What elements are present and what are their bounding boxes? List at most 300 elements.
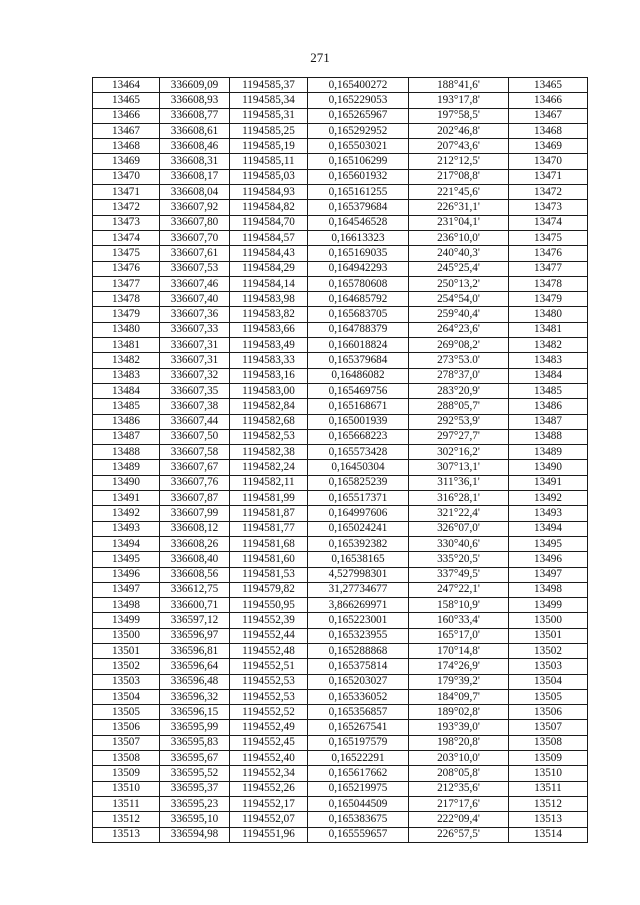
- y-coordinate-cell: 1194584,93: [230, 185, 308, 200]
- bearing-cell: 198°20,8': [409, 735, 509, 750]
- x-coordinate-cell: 336596,15: [160, 705, 230, 720]
- point-id-cell: 13489: [93, 460, 160, 475]
- table-row: [93, 414, 588, 429]
- bearing-cell: 307°13,1': [409, 460, 509, 475]
- bearing-cell: 311°36,1': [409, 475, 509, 490]
- distance-cell: 31,27734677: [308, 582, 409, 597]
- point-id-cell: 13486: [93, 414, 160, 429]
- table-row: [93, 796, 588, 811]
- point-id-cell: 13511: [93, 796, 160, 811]
- distance-cell: 0,165400272: [308, 78, 409, 93]
- x-coordinate-cell: 336608,17: [160, 169, 230, 184]
- y-coordinate-cell: 1194581,68: [230, 536, 308, 551]
- y-coordinate-cell: 1194585,11: [230, 154, 308, 169]
- distance-cell: 0,164942293: [308, 261, 409, 276]
- table-row: [93, 154, 588, 169]
- distance-cell: 4,527998301: [308, 567, 409, 582]
- bearing-cell: 288°05,7': [409, 399, 509, 414]
- next-point-id-cell: 13465: [509, 78, 588, 93]
- table-row: [93, 582, 588, 597]
- next-point-id-cell: 13490: [509, 460, 588, 475]
- point-id-cell: 13505: [93, 705, 160, 720]
- table-row: [93, 475, 588, 490]
- y-coordinate-cell: 1194581,77: [230, 521, 308, 536]
- table-row: [93, 460, 588, 475]
- table-row: [93, 200, 588, 215]
- page-number: 271: [310, 50, 330, 65]
- next-point-id-cell: 13493: [509, 506, 588, 521]
- x-coordinate-cell: 336607,36: [160, 307, 230, 322]
- y-coordinate-cell: 1194582,84: [230, 399, 308, 414]
- next-point-id-cell: 13505: [509, 689, 588, 704]
- point-id-cell: 13478: [93, 292, 160, 307]
- bearing-cell: 184°09,7': [409, 689, 509, 704]
- table-row: [93, 674, 588, 689]
- next-point-id-cell: 13470: [509, 154, 588, 169]
- point-id-cell: 13482: [93, 353, 160, 368]
- point-id-cell: 13483: [93, 368, 160, 383]
- next-point-id-cell: 13483: [509, 353, 588, 368]
- bearing-cell: 158°10,9': [409, 598, 509, 613]
- bearing-cell: 302°16,2': [409, 445, 509, 460]
- y-coordinate-cell: 1194583,33: [230, 353, 308, 368]
- y-coordinate-cell: 1194552,34: [230, 766, 308, 781]
- bearing-cell: 174°26,9': [409, 659, 509, 674]
- next-point-id-cell: 13508: [509, 735, 588, 750]
- table-row: [93, 521, 588, 536]
- x-coordinate-cell: 336596,81: [160, 643, 230, 658]
- point-id-cell: 13513: [93, 827, 160, 842]
- x-coordinate-cell: 336596,48: [160, 674, 230, 689]
- x-coordinate-cell: 336608,77: [160, 108, 230, 123]
- y-coordinate-cell: 1194583,49: [230, 338, 308, 353]
- next-point-id-cell: 13475: [509, 230, 588, 245]
- point-id-cell: 13502: [93, 659, 160, 674]
- table-row: [93, 766, 588, 781]
- point-id-cell: 13512: [93, 812, 160, 827]
- y-coordinate-cell: 1194581,60: [230, 552, 308, 567]
- distance-cell: 0,165683705: [308, 307, 409, 322]
- distance-cell: 0,16613323: [308, 230, 409, 245]
- distance-cell: 0,165573428: [308, 445, 409, 460]
- distance-cell: 0,165106299: [308, 154, 409, 169]
- point-id-cell: 13506: [93, 720, 160, 735]
- distance-cell: 0,16450304: [308, 460, 409, 475]
- distance-cell: 0,165383675: [308, 812, 409, 827]
- y-coordinate-cell: 1194584,29: [230, 261, 308, 276]
- next-point-id-cell: 13497: [509, 567, 588, 582]
- table-row: [93, 628, 588, 643]
- distance-cell: 0,165601932: [308, 169, 409, 184]
- distance-cell: 0,164685792: [308, 292, 409, 307]
- point-id-cell: 13497: [93, 582, 160, 597]
- table-row: [93, 567, 588, 582]
- bearing-cell: 283°20,9': [409, 383, 509, 398]
- point-id-cell: 13468: [93, 139, 160, 154]
- point-id-cell: 13492: [93, 506, 160, 521]
- next-point-id-cell: 13471: [509, 169, 588, 184]
- x-coordinate-cell: 336595,10: [160, 812, 230, 827]
- distance-cell: 0,165169035: [308, 246, 409, 261]
- bearing-cell: 217°08,8': [409, 169, 509, 184]
- bearing-cell: 316°28,1': [409, 491, 509, 506]
- point-id-cell: 13485: [93, 399, 160, 414]
- point-id-cell: 13501: [93, 643, 160, 658]
- point-id-cell: 13487: [93, 429, 160, 444]
- table-row: [93, 108, 588, 123]
- point-id-cell: 13500: [93, 628, 160, 643]
- y-coordinate-cell: 1194585,37: [230, 78, 308, 93]
- x-coordinate-cell: 336608,61: [160, 123, 230, 138]
- point-id-cell: 13494: [93, 536, 160, 551]
- y-coordinate-cell: 1194585,31: [230, 108, 308, 123]
- bearing-cell: 245°25,4': [409, 261, 509, 276]
- next-point-id-cell: 13500: [509, 613, 588, 628]
- table-row: [93, 261, 588, 276]
- point-id-cell: 13476: [93, 261, 160, 276]
- table-row: [93, 613, 588, 628]
- x-coordinate-cell: 336612,75: [160, 582, 230, 597]
- next-point-id-cell: 13502: [509, 643, 588, 658]
- next-point-id-cell: 13482: [509, 338, 588, 353]
- point-id-cell: 13464: [93, 78, 160, 93]
- bearing-cell: 226°57,5': [409, 827, 509, 842]
- distance-cell: 0,165503021: [308, 139, 409, 154]
- y-coordinate-cell: 1194581,99: [230, 491, 308, 506]
- bearing-cell: 212°12,5': [409, 154, 509, 169]
- table-row: [93, 491, 588, 506]
- next-point-id-cell: 13495: [509, 536, 588, 551]
- table-row: [93, 276, 588, 291]
- x-coordinate-cell: 336607,32: [160, 368, 230, 383]
- y-coordinate-cell: 1194579,82: [230, 582, 308, 597]
- x-coordinate-cell: 336608,56: [160, 567, 230, 582]
- y-coordinate-cell: 1194582,68: [230, 414, 308, 429]
- table-row: [93, 139, 588, 154]
- y-coordinate-cell: 1194550,95: [230, 598, 308, 613]
- x-coordinate-cell: 336608,31: [160, 154, 230, 169]
- table-row: [93, 215, 588, 230]
- next-point-id-cell: 13488: [509, 429, 588, 444]
- point-id-cell: 13493: [93, 521, 160, 536]
- distance-cell: 0,165469756: [308, 383, 409, 398]
- distance-cell: 0,165168671: [308, 399, 409, 414]
- distance-cell: 0,165780608: [308, 276, 409, 291]
- y-coordinate-cell: 1194584,43: [230, 246, 308, 261]
- point-id-cell: 13469: [93, 154, 160, 169]
- x-coordinate-cell: 336607,40: [160, 292, 230, 307]
- distance-cell: 0,16522291: [308, 751, 409, 766]
- x-coordinate-cell: 336608,46: [160, 139, 230, 154]
- point-id-cell: 13465: [93, 93, 160, 108]
- bearing-cell: 264°23,6': [409, 322, 509, 337]
- x-coordinate-cell: 336607,38: [160, 399, 230, 414]
- table-row: [93, 78, 588, 93]
- x-coordinate-cell: 336608,26: [160, 536, 230, 551]
- bearing-cell: 208°05,8': [409, 766, 509, 781]
- x-coordinate-cell: 336607,70: [160, 230, 230, 245]
- bearing-cell: 247°22,1': [409, 582, 509, 597]
- point-id-cell: 13491: [93, 491, 160, 506]
- point-id-cell: 13503: [93, 674, 160, 689]
- distance-cell: 0,165617662: [308, 766, 409, 781]
- table-row: [93, 383, 588, 398]
- y-coordinate-cell: 1194552,51: [230, 659, 308, 674]
- bearing-cell: 250°13,2': [409, 276, 509, 291]
- next-point-id-cell: 13510: [509, 766, 588, 781]
- y-coordinate-cell: 1194552,39: [230, 613, 308, 628]
- distance-cell: 0,165379684: [308, 353, 409, 368]
- table-row: [93, 399, 588, 414]
- table-row: [93, 552, 588, 567]
- bearing-cell: 160°33,4': [409, 613, 509, 628]
- y-coordinate-cell: 1194585,03: [230, 169, 308, 184]
- y-coordinate-cell: 1194585,19: [230, 139, 308, 154]
- next-point-id-cell: 13485: [509, 383, 588, 398]
- x-coordinate-cell: 336595,99: [160, 720, 230, 735]
- point-id-cell: 13488: [93, 445, 160, 460]
- x-coordinate-cell: 336595,83: [160, 735, 230, 750]
- x-coordinate-cell: 336594,98: [160, 827, 230, 842]
- bearing-cell: 236°10,0': [409, 230, 509, 245]
- table-row: [93, 827, 588, 842]
- x-coordinate-cell: 336607,58: [160, 445, 230, 460]
- bearing-cell: 170°14,8': [409, 643, 509, 658]
- y-coordinate-cell: 1194583,00: [230, 383, 308, 398]
- distance-cell: 0,165292952: [308, 123, 409, 138]
- x-coordinate-cell: 336595,67: [160, 751, 230, 766]
- table-row: [93, 292, 588, 307]
- y-coordinate-cell: 1194581,87: [230, 506, 308, 521]
- next-point-id-cell: 13477: [509, 261, 588, 276]
- next-point-id-cell: 13511: [509, 781, 588, 796]
- point-id-cell: 13480: [93, 322, 160, 337]
- y-coordinate-cell: 1194552,48: [230, 643, 308, 658]
- next-point-id-cell: 13472: [509, 185, 588, 200]
- next-point-id-cell: 13480: [509, 307, 588, 322]
- x-coordinate-cell: 336597,12: [160, 613, 230, 628]
- distance-cell: 0,165001939: [308, 414, 409, 429]
- y-coordinate-cell: 1194552,52: [230, 705, 308, 720]
- y-coordinate-cell: 1194584,14: [230, 276, 308, 291]
- y-coordinate-cell: 1194552,07: [230, 812, 308, 827]
- distance-cell: 0,164997606: [308, 506, 409, 521]
- point-id-cell: 13481: [93, 338, 160, 353]
- next-point-id-cell: 13514: [509, 827, 588, 842]
- x-coordinate-cell: 336608,93: [160, 93, 230, 108]
- bearing-cell: 321°22,4': [409, 506, 509, 521]
- x-coordinate-cell: 336595,37: [160, 781, 230, 796]
- distance-cell: 0,16486082: [308, 368, 409, 383]
- distance-cell: 0,166018824: [308, 338, 409, 353]
- point-id-cell: 13510: [93, 781, 160, 796]
- bearing-cell: 231°04,1': [409, 215, 509, 230]
- bearing-cell: 193°17,8': [409, 93, 509, 108]
- bearing-cell: 193°39,0': [409, 720, 509, 735]
- distance-cell: 0,165375814: [308, 659, 409, 674]
- y-coordinate-cell: 1194552,49: [230, 720, 308, 735]
- x-coordinate-cell: 336607,50: [160, 429, 230, 444]
- x-coordinate-cell: 336607,46: [160, 276, 230, 291]
- distance-cell: 0,165559657: [308, 827, 409, 842]
- y-coordinate-cell: 1194552,26: [230, 781, 308, 796]
- x-coordinate-cell: 336607,87: [160, 491, 230, 506]
- table-row: [93, 812, 588, 827]
- distance-cell: 0,165267541: [308, 720, 409, 735]
- table-row: [93, 781, 588, 796]
- x-coordinate-cell: 336607,44: [160, 414, 230, 429]
- point-id-cell: 13472: [93, 200, 160, 215]
- point-id-cell: 13504: [93, 689, 160, 704]
- distance-cell: 0,165229053: [308, 93, 409, 108]
- next-point-id-cell: 13498: [509, 582, 588, 597]
- bearing-cell: 179°39,2': [409, 674, 509, 689]
- x-coordinate-cell: 336607,53: [160, 261, 230, 276]
- bearing-cell: 202°46,8': [409, 123, 509, 138]
- y-coordinate-cell: 1194583,98: [230, 292, 308, 307]
- table-row: [93, 123, 588, 138]
- table-row: [93, 659, 588, 674]
- point-id-cell: 13474: [93, 230, 160, 245]
- distance-cell: 0,165044509: [308, 796, 409, 811]
- table-row: [93, 246, 588, 261]
- table-row: [93, 445, 588, 460]
- point-id-cell: 13509: [93, 766, 160, 781]
- x-coordinate-cell: 336607,31: [160, 353, 230, 368]
- point-id-cell: 13507: [93, 735, 160, 750]
- table-row: [93, 536, 588, 551]
- distance-cell: 0,165203027: [308, 674, 409, 689]
- bearing-cell: 259°40,4': [409, 307, 509, 322]
- y-coordinate-cell: 1194582,24: [230, 460, 308, 475]
- y-coordinate-cell: 1194583,66: [230, 322, 308, 337]
- next-point-id-cell: 13491: [509, 475, 588, 490]
- next-point-id-cell: 13468: [509, 123, 588, 138]
- x-coordinate-cell: 336596,97: [160, 628, 230, 643]
- next-point-id-cell: 13509: [509, 751, 588, 766]
- x-coordinate-cell: 336596,64: [160, 659, 230, 674]
- bearing-cell: 217°17,6': [409, 796, 509, 811]
- y-coordinate-cell: 1194582,11: [230, 475, 308, 490]
- next-point-id-cell: 13496: [509, 552, 588, 567]
- next-point-id-cell: 13476: [509, 246, 588, 261]
- coordinates-table: [92, 77, 588, 843]
- bearing-cell: 335°20,5': [409, 552, 509, 567]
- bearing-cell: 240°40,3': [409, 246, 509, 261]
- y-coordinate-cell: 1194552,45: [230, 735, 308, 750]
- y-coordinate-cell: 1194552,40: [230, 751, 308, 766]
- table-row: [93, 353, 588, 368]
- bearing-cell: 254°54,0': [409, 292, 509, 307]
- y-coordinate-cell: 1194581,53: [230, 567, 308, 582]
- point-id-cell: 13508: [93, 751, 160, 766]
- y-coordinate-cell: 1194582,38: [230, 445, 308, 460]
- bearing-cell: 189°02,8': [409, 705, 509, 720]
- distance-cell: 0,165223001: [308, 613, 409, 628]
- bearing-cell: 207°43,6': [409, 139, 509, 154]
- table-row: [93, 429, 588, 444]
- x-coordinate-cell: 336608,04: [160, 185, 230, 200]
- distance-cell: 0,16538165: [308, 552, 409, 567]
- distance-cell: 0,165668223: [308, 429, 409, 444]
- distance-cell: 0,165323955: [308, 628, 409, 643]
- distance-cell: 0,165288868: [308, 643, 409, 658]
- next-point-id-cell: 13503: [509, 659, 588, 674]
- bearing-cell: 297°27,7': [409, 429, 509, 444]
- x-coordinate-cell: 336595,52: [160, 766, 230, 781]
- next-point-id-cell: 13504: [509, 674, 588, 689]
- point-id-cell: 13475: [93, 246, 160, 261]
- next-point-id-cell: 13473: [509, 200, 588, 215]
- distance-cell: 0,165336052: [308, 689, 409, 704]
- table-row: [93, 368, 588, 383]
- next-point-id-cell: 13492: [509, 491, 588, 506]
- x-coordinate-cell: 336600,71: [160, 598, 230, 613]
- point-id-cell: 13473: [93, 215, 160, 230]
- x-coordinate-cell: 336607,61: [160, 246, 230, 261]
- x-coordinate-cell: 336607,31: [160, 338, 230, 353]
- y-coordinate-cell: 1194583,16: [230, 368, 308, 383]
- distance-cell: 0,165825239: [308, 475, 409, 490]
- y-coordinate-cell: 1194552,53: [230, 689, 308, 704]
- bearing-cell: 203°10,0': [409, 751, 509, 766]
- y-coordinate-cell: 1194552,44: [230, 628, 308, 643]
- point-id-cell: 13477: [93, 276, 160, 291]
- table-row: [93, 169, 588, 184]
- table-row: [93, 93, 588, 108]
- table-row: [93, 598, 588, 613]
- point-id-cell: 13471: [93, 185, 160, 200]
- bearing-cell: 222°09,4': [409, 812, 509, 827]
- table-row: [93, 185, 588, 200]
- point-id-cell: 13479: [93, 307, 160, 322]
- distance-cell: 0,165392382: [308, 536, 409, 551]
- distance-cell: 0,165219975: [308, 781, 409, 796]
- point-id-cell: 13484: [93, 383, 160, 398]
- y-coordinate-cell: 1194551,96: [230, 827, 308, 842]
- x-coordinate-cell: 336607,92: [160, 200, 230, 215]
- bearing-cell: 292°53,9': [409, 414, 509, 429]
- next-point-id-cell: 13479: [509, 292, 588, 307]
- next-point-id-cell: 13499: [509, 598, 588, 613]
- next-point-id-cell: 13506: [509, 705, 588, 720]
- bearing-cell: 330°40,6': [409, 536, 509, 551]
- bearing-cell: 188°41,6': [409, 78, 509, 93]
- next-point-id-cell: 13466: [509, 93, 588, 108]
- coordinates-table-body: [93, 78, 588, 843]
- distance-cell: 0,164546528: [308, 215, 409, 230]
- x-coordinate-cell: 336607,35: [160, 383, 230, 398]
- distance-cell: 0,165517371: [308, 491, 409, 506]
- point-id-cell: 13467: [93, 123, 160, 138]
- distance-cell: 0,165265967: [308, 108, 409, 123]
- point-id-cell: 13495: [93, 552, 160, 567]
- y-coordinate-cell: 1194584,82: [230, 200, 308, 215]
- y-coordinate-cell: 1194585,25: [230, 123, 308, 138]
- bearing-cell: 278°37,0': [409, 368, 509, 383]
- x-coordinate-cell: 336608,12: [160, 521, 230, 536]
- bearing-cell: 212°35,6': [409, 781, 509, 796]
- y-coordinate-cell: 1194582,53: [230, 429, 308, 444]
- table-row: [93, 643, 588, 658]
- next-point-id-cell: 13467: [509, 108, 588, 123]
- bearing-cell: 326°07,0': [409, 521, 509, 536]
- table-row: [93, 720, 588, 735]
- x-coordinate-cell: 336607,76: [160, 475, 230, 490]
- y-coordinate-cell: 1194583,82: [230, 307, 308, 322]
- table-row: [93, 705, 588, 720]
- x-coordinate-cell: 336595,23: [160, 796, 230, 811]
